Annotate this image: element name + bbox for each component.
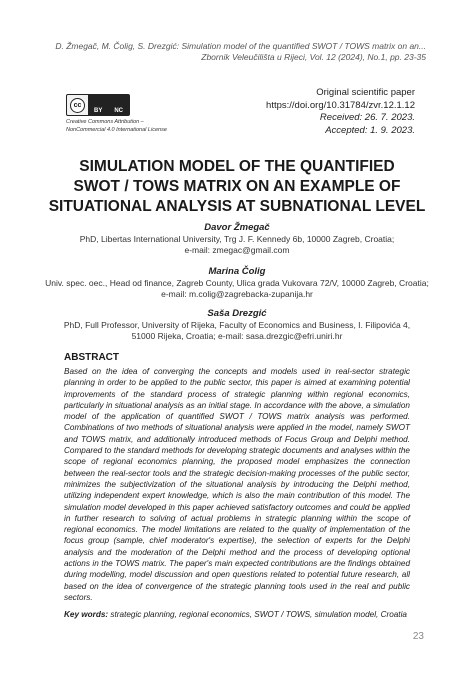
running-head <box>26 41 426 63</box>
page-number: 23 <box>412 631 424 642</box>
paper-title <box>40 157 434 217</box>
doi-link[interactable]: https://doi.org/10.31784/zvr.12.1.12 <box>266 99 415 111</box>
article-type: Original scientific paper <box>316 87 415 98</box>
running-head-line2: Zbornik Veleučilišta u Rijeci, Vol. 12 (2024), No.1, pp. 23-35 <box>201 52 426 62</box>
author-block <box>40 221 434 256</box>
article-meta <box>215 87 415 137</box>
abstract-heading: ABSTRACT <box>64 352 119 363</box>
author-affiliation: PhD, Libertas International University, Trg J. F. Kennedy 6b, 10000 Zagreb, Croatia; <box>79 234 395 244</box>
cc-by-label: BY <box>93 108 103 114</box>
cc-by-nc-license-icon[interactable] <box>66 94 130 116</box>
license-block <box>66 94 196 134</box>
cc-nc-label: NC <box>114 108 123 114</box>
title-line: SWOT / TOWS MATRIX ON AN EXAMPLE OF <box>73 178 401 195</box>
author-affiliation: PhD, Full Professor, University of Rijeka, Faculty of Economics and Business, I. Filipovića 4, <box>63 320 411 330</box>
author-affiliation: Univ. spec. oec., Head od finance, Zagreb County, Ulica grada Vukovara 72/V, 10000 Zagreb, Croatia; <box>45 278 429 288</box>
author-email: e-mail: zmegac@gmail.com <box>184 245 290 255</box>
author-block <box>40 265 434 300</box>
running-head-line1: D. Žmegač, M. Čolig, S. Drezgić: Simulation model of the quantified SWOT / TOWS matrix on an... <box>55 41 426 51</box>
title-line: SIMULATION MODEL OF THE QUANTIFIED <box>79 158 395 175</box>
accepted-date: Accepted: 1. 9. 2023. <box>325 124 415 136</box>
author-name: Davor Žmegač <box>204 222 270 233</box>
author-email: 51000 Rijeka, Croatia; e-mail: sasa.drezgic@efri.uniri.hr <box>131 331 343 341</box>
abstract-text: Based on the idea of converging the concepts and models used in real-sector strategic planning in order to be applied to the public sector, this paper is aimed at examining potential improvements of the standard process of strategic planning within regional economics, particularly in situational analysis as an initial stage. In accordance with the above, a simulation model of the application of quantified SWOT / TOWS matrix analysis was performed. Combinations of two methods of situational analysis were applied in the model, namely SWOT and TOWS matrix, and additionally introduced methods of Focus Group and Delphi method. Compared to the standard methods for developing strategic documents and analyses within the scope of regional economics planning, the proposed model emphasizes the connection between the real-sector tools and the strategic decision-making processes of the public sector, minimizes the subjectivization of the situational analysis by introducing the Delphi method, utilizing independent expert knowledge, which is also the main contribution of this model. The simulation model developed in this paper achieved satisfactory outcomes and could be applied in further research to solving of actual problems in strategic planning within the scope of regional economics. The model limitations are related to the quality of implementation of the focus group (sample, chief moderator's expertise), the selection of experts for the Delphi analysis and the moderation of the Delphi method and the process of developing optional actions in the TOWS matrix. The paper's main expected contributions are the findings obtained during modelling, model discussion and open questions related to potential future research, all based on the idea of convergence of the strategic planning tools used in the real and public sectors. <box>64 367 410 602</box>
keywords-text: strategic planning, regional economics, SWOT / TOWS, simulation model, Croatia <box>110 610 407 619</box>
author-name: Marina Čolig <box>208 266 266 277</box>
license-line2: NonCommercial 4.0 International License <box>66 126 167 133</box>
keywords <box>64 609 410 620</box>
title-line: SITUATIONAL ANALYSIS AT SUBNATIONAL LEVEL <box>48 198 426 215</box>
cc-icon: cc <box>70 98 85 113</box>
license-line1: Creative Commons Attribution – <box>66 119 144 125</box>
keywords-label: Key words: <box>64 610 109 619</box>
license-text <box>66 119 196 134</box>
author-name: Saša Drezgić <box>207 308 267 319</box>
author-block <box>40 307 434 342</box>
cc-badge-bar <box>88 95 129 115</box>
author-email: e-mail: m.colig@zagrebacka-zupanija.hr <box>161 289 313 299</box>
received-date: Received: 26. 7. 2023. <box>319 112 415 123</box>
